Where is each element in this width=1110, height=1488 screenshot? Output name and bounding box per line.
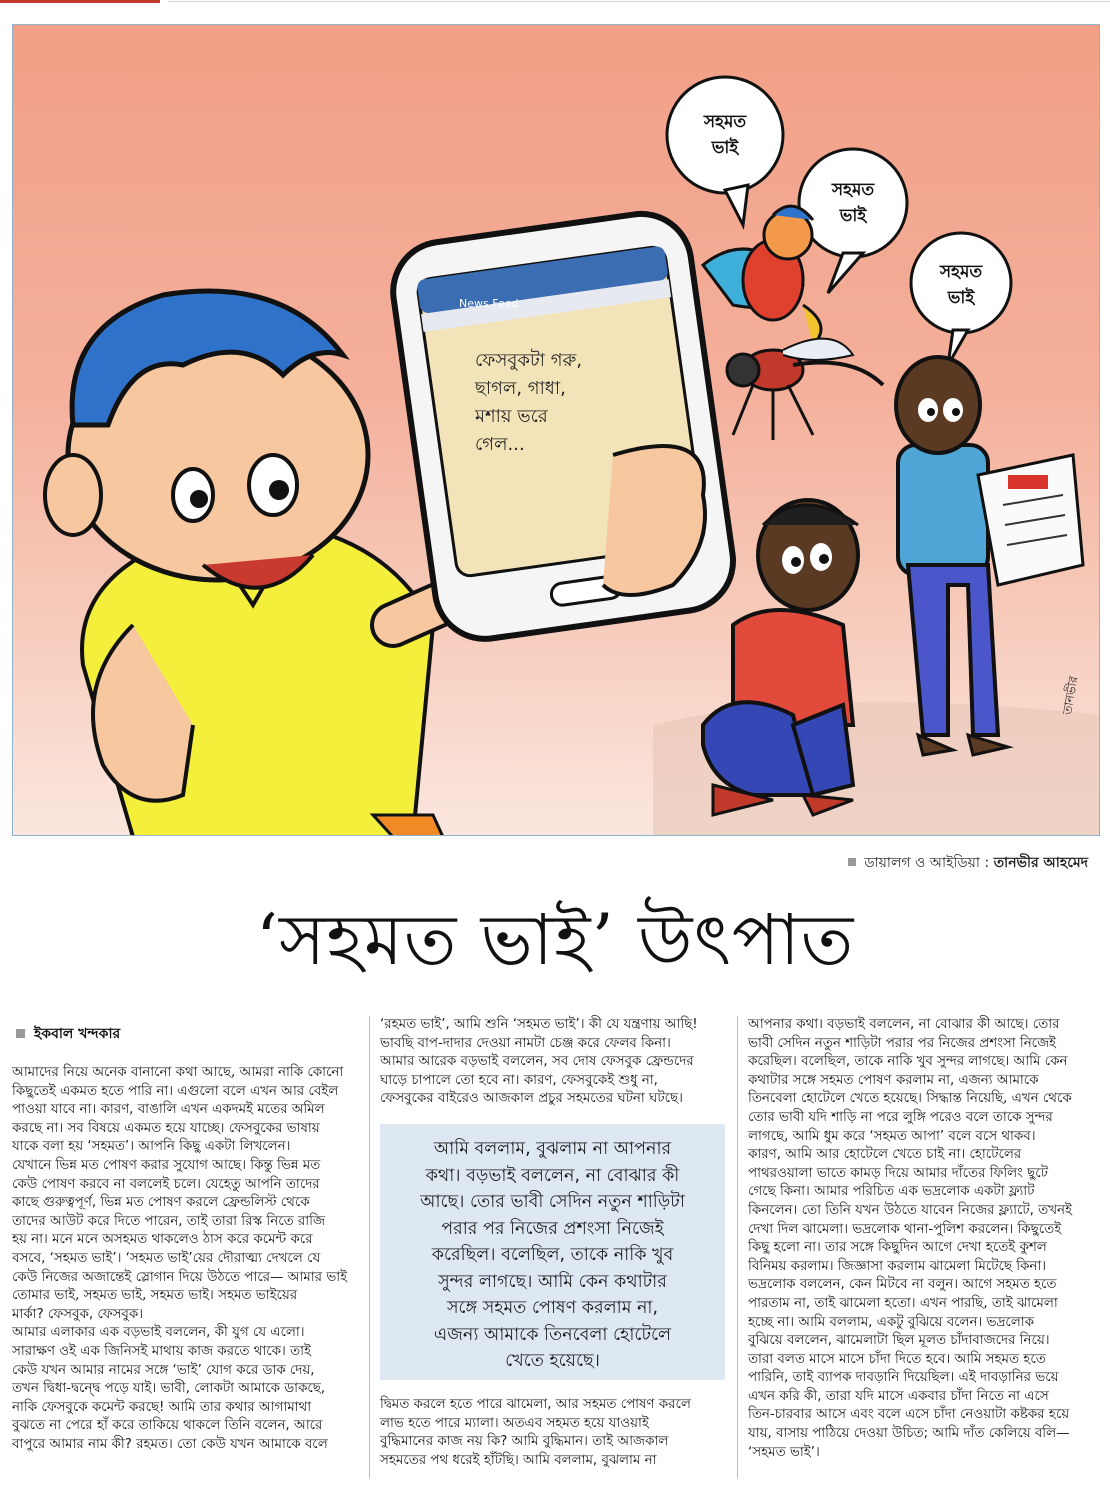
text-line: এখন করি কী, তারা যদি মাসে একবার চাঁদা নিতে না এসে: [748, 1388, 1049, 1404]
text-line: কাছে গুরুত্বপূর্ণ, ভিন্ন মত পোষণ করলে ফ্রেন্ডলিস্ট থেকে: [12, 1195, 310, 1211]
quote-line: খেতে হয়েছে।: [505, 1351, 600, 1371]
text-line: কেউ নিজের অজান্তেই স্লোগান দিয়ে উঠতে পারে— আমার ভাই: [12, 1269, 348, 1285]
text-line: কিনলেন। তো তিনি যখন উঠতে যাবেন নিজের ফ্ল্যাটে, তখনই: [748, 1202, 1072, 1218]
article-column-2-bottom: [380, 1396, 725, 1470]
bubble-text-3: [921, 259, 1001, 311]
text-line: তিনবেলা হোটেলে খেতে হয়েছে। সিদ্ধান্ত নিয়েছি, এখন থেকে: [748, 1091, 1072, 1107]
text-line: নাকি ফেসবুকে কমেন্ট করছে! আমি তার কথার আগামাথা: [12, 1399, 312, 1415]
quote-line: আছে। তোর ভাবী সেদিন নতুন শাড়িটা: [420, 1192, 685, 1212]
text-line: তিন-চারবার আসে এবং বলে এসে চাঁদা নেওয়াটা কষ্টকর হয়ে: [748, 1407, 1070, 1423]
text-line: বিনিময় করলাম। জিজ্ঞাসা করলাম ঝামেলা মিটেছে কিনা।: [748, 1258, 1047, 1274]
bubble-text-1: [685, 109, 765, 161]
text-line: দেখা দিল ঝামেলা। ভদ্রলোক থানা-পুলিশ করলেন। কিছুতেই: [748, 1221, 1062, 1237]
top-rule-line: [168, 1, 1110, 2]
text-line: পাথরওয়ালা ভাতে কামড় দিয়ে আমার দাঁতের ফিলিং ছুটে: [748, 1165, 1048, 1181]
text-line: সহমতের পথ ধরেই হাঁটছি। আমি বললাম, বুঝলাম না: [380, 1452, 657, 1468]
man-figure: [896, 357, 1083, 755]
text-line: মার্কা? ফেসবুক, ফেসবুক।: [12, 1306, 144, 1322]
top-rule: [0, 0, 1110, 4]
author-name: ইকবাল খন্দকার: [34, 1026, 121, 1042]
column-divider: [737, 1016, 738, 1478]
column-divider: [369, 1016, 370, 1478]
text-line: ‘সহমত ভাই’।: [748, 1444, 820, 1460]
text-line: যাকে বলা হয় ‘সহমত’। আপনি কিছু একটা লিখলেন।: [12, 1139, 291, 1155]
author-byline: [16, 1022, 120, 1046]
phone-line: গেল...: [475, 434, 525, 455]
quote-line: আমি বললাম, বুঝলাম না আপনার: [433, 1139, 672, 1159]
text-line: আপনার কথা। বড়ভাই বললেন, না বোঝার কী আছে। তোর: [748, 1017, 1060, 1032]
text-line: কেউ পোষণ করবে না বললেই চলে। যেহেতু আপনি তাদের: [12, 1176, 320, 1192]
text-line: তোমার ভাই, সহমত ভাই, সহমত ভাই। সহমত ভাইয়ের: [12, 1288, 298, 1304]
phone-line: মশায় ভরে: [475, 406, 548, 427]
text-line: ফেসবুকের বাইরেও আজকাল প্রচুর সহমতের ঘটনা ঘটছে।: [380, 1091, 683, 1107]
text-line: তাদের আউট করে দিতে পারেন, তাই তারা রিস্ক নিতে রাজি: [12, 1213, 325, 1229]
credit-label: ডায়ালগ ও আইডিয়া :: [864, 855, 990, 871]
text-line: কিছুতেই একমত হতে পারি না। এগুলো বলে এখন আর বেইল: [12, 1083, 339, 1099]
artist-signature: তানভীর: [1059, 675, 1081, 716]
bubble-text-2: [813, 177, 893, 229]
text-line: গেছে কিনা। আমার পরিচিত এক ভদ্রলোক একটা ফ্ল্যাট: [748, 1184, 1035, 1200]
text-line: লাগছে, আমি ধুম করে ‘সহমত আপা’ বলে বসে থাকব।: [748, 1128, 1036, 1144]
text-line: করছে না। সব বিষয়ে একমত হয়ে যাচ্ছে। ফেসবুকের ভাষায়: [12, 1120, 320, 1136]
bubble-line: ভাই: [711, 138, 739, 158]
bubble-line: সহমত: [831, 180, 875, 200]
text-line: ভাবী সেদিন নতুন শাড়িটা পরার পর নিজের প্রশংসা নিজেই: [748, 1035, 1057, 1051]
top-rule-accent: [0, 0, 160, 3]
text-line: লাভ হতে পারে ম্যালা। অতএব সহমত হয়ে যাওয়াই: [380, 1415, 649, 1431]
quote-line: এজন্য আমাকে তিনবেলা হোটেলে: [433, 1324, 672, 1345]
text-line: কারণ, আমি আর হোটেলে খেতে চাই না। হোটেলের: [748, 1147, 1022, 1163]
quote-line: কথা। বড়ভাই বললেন, না বোঝার কী: [425, 1165, 680, 1186]
text-line: পাওয়া যাবে না। কারণ, বাঙালি এখন একদমই মতের অমিল: [12, 1102, 325, 1118]
article-column-2-top: [380, 1016, 725, 1109]
text-line: করেছিল। বলেছিল, তাকে নাকি খুব সুন্দর লাগছে। আমি কেন: [748, 1054, 1068, 1070]
bubble-line: ভাই: [947, 288, 975, 308]
text-line: যায়, বাসায় পাঠিয়ে দেওয়া উচিত; আমি দাঁত কেলিয়ে বলি—: [748, 1426, 1070, 1442]
bubble-line: ভাই: [839, 206, 867, 226]
bubble-line: সহমত: [939, 262, 983, 282]
text-line: যেখানে ভিন্ন মত পোষণ করার সুযোগ আছে। কিন্তু ভিন্ন মত: [12, 1157, 321, 1173]
quote-line: সুন্দর লাগছে। আমি কেন কথাটার: [438, 1271, 667, 1292]
pull-quote-box: [380, 1124, 725, 1380]
text-line: তখন দ্বিধা-দ্বন্দ্বে পড়ে যাই। ভাবী, লোকটা আমাকে ডাকছে,: [12, 1381, 326, 1397]
pull-quote-text: [390, 1136, 715, 1375]
text-line: ঘাড়ে চাপালে তো হবে না। কারণ, ফেসবুকেই শুধু না,: [380, 1072, 658, 1088]
quote-line: পরার পর নিজের প্রশংসা নিজেই: [441, 1218, 664, 1239]
headline: ‘সহমত ভাই’ উৎপাত: [255, 899, 855, 981]
text-line: ভাবছি বাপ-দাদার দেওয়া নামটা চেঞ্জ করে ফেলব কিনা।: [380, 1035, 671, 1051]
text-line: কথাটার সঙ্গে সহমত পোষণ করলাম না, এজন্য আমাকে: [748, 1072, 1039, 1088]
text-line: হয় না। মনে মনে অসহমত থাকলেও ঠাস করে কমেন্ট করে: [12, 1232, 313, 1248]
cartoon-illustration: [12, 24, 1100, 836]
illustration-credit: [848, 851, 1088, 875]
article-column-1: [12, 1064, 362, 1454]
phone-header: News Feed: [459, 297, 519, 310]
boy-figure: [45, 291, 443, 836]
bubble-line: সহমত: [703, 112, 747, 132]
text-line: বসবে, ‘সহমত ভাই’। ‘সহমত ভাই’য়ের দৌরাত্ম্য দেখলে যে: [12, 1250, 321, 1266]
quote-line: সঙ্গে সহমত পোষণ করলাম না,: [446, 1298, 659, 1318]
text-line: ‘রহমত ভাই’, আমি শুনি ‘সহমত ভাই’। কী যে যন্ত্রণায় আছি!: [380, 1017, 698, 1032]
text-line: আমার আরেক বড়ভাই বললেন, সব দোষ ফেসবুক ফ্রেন্ডদের: [380, 1054, 694, 1070]
credit-name: তানভীর আহমেদ: [993, 855, 1088, 871]
quote-line: করেছিল। বলেছিল, তাকে নাকি খুব: [431, 1245, 674, 1265]
text-line: বুদ্ধিমানের কাজ নয় কি? আমি বুদ্ধিমান। তাই আজকাল: [380, 1434, 669, 1450]
parrot: [703, 206, 821, 345]
phone-line: ফেসবুকটা গরু,: [475, 350, 583, 371]
text-line: তোর ভাবী যদি শাড়ি না পরে লুঙ্গি পরেও বলে তাকে সুন্দর: [748, 1109, 1053, 1125]
text-line: হচ্ছে না। আমি বললাম, একটু বুঝিয়ে বলেন। ভদ্রলোক: [748, 1314, 1035, 1330]
text-line: আমার এলাকার এক বড়ভাই বললেন, কী যুগ যে এলো।: [12, 1325, 305, 1341]
text-line: পারিনি, তাই ব্যাপক দাবড়ানি দিয়েছিল। এই দাবড়ানির ভয়ে: [748, 1370, 1059, 1386]
text-line: আমাদের নিয়ে অনেক বানানো কথা আছে, আমরা নাকি কোনো: [12, 1065, 344, 1080]
text-line: সারাক্ষণ ওই এক জিনিসই মাথায় কাজ করতে থাকে। তাই: [12, 1343, 311, 1359]
text-line: তারা বলত মাসে মাসে চাঁদা দিতে হবে। আমি সহমত হতে: [748, 1351, 1046, 1367]
article-column-3: [748, 1016, 1098, 1462]
text-line: বুঝতে না পেরে হাঁ করে তাকিয়ে থাকলে তিনি বলেন, আরে: [12, 1418, 323, 1434]
text-line: কিছু হলো না। তার সঙ্গে কিছুদিন আগে দেখা হতেই কুশল: [748, 1240, 1047, 1256]
text-line: পারতাম না, তাই ঝামেলা হতো। এখন পারছি, তাই ঝামেলা: [748, 1295, 1058, 1311]
byline-bullet: [16, 1029, 25, 1038]
text-line: বাপুরে আমার নাম কী? রহমত। তো কেউ যখন আমাকে বলে: [12, 1436, 328, 1452]
text-line: বুঝিয়ে বললেন, ঝামেলাটা ছিল মূলত চাঁদাবাজদের নিয়ে।: [748, 1333, 1050, 1349]
phone-line: ছাগল, গাধা,: [475, 378, 566, 399]
phone-post-text: [475, 347, 625, 459]
text-line: দ্বিমত করলে হতে পারে ঝামেলা, আর সহমত পোষণ করলে: [380, 1397, 691, 1412]
text-line: কেউ যখন আমার নামের সঙ্গে ‘ভাই’ যোগ করে ডাক দেয়,: [12, 1362, 315, 1378]
mosquito: [727, 339, 883, 440]
credit-bullet: [848, 858, 856, 866]
text-line: ভদ্রলোক বললেন, কেন মিটবে না বলুন। আগে সহমত হতে: [748, 1277, 1057, 1293]
